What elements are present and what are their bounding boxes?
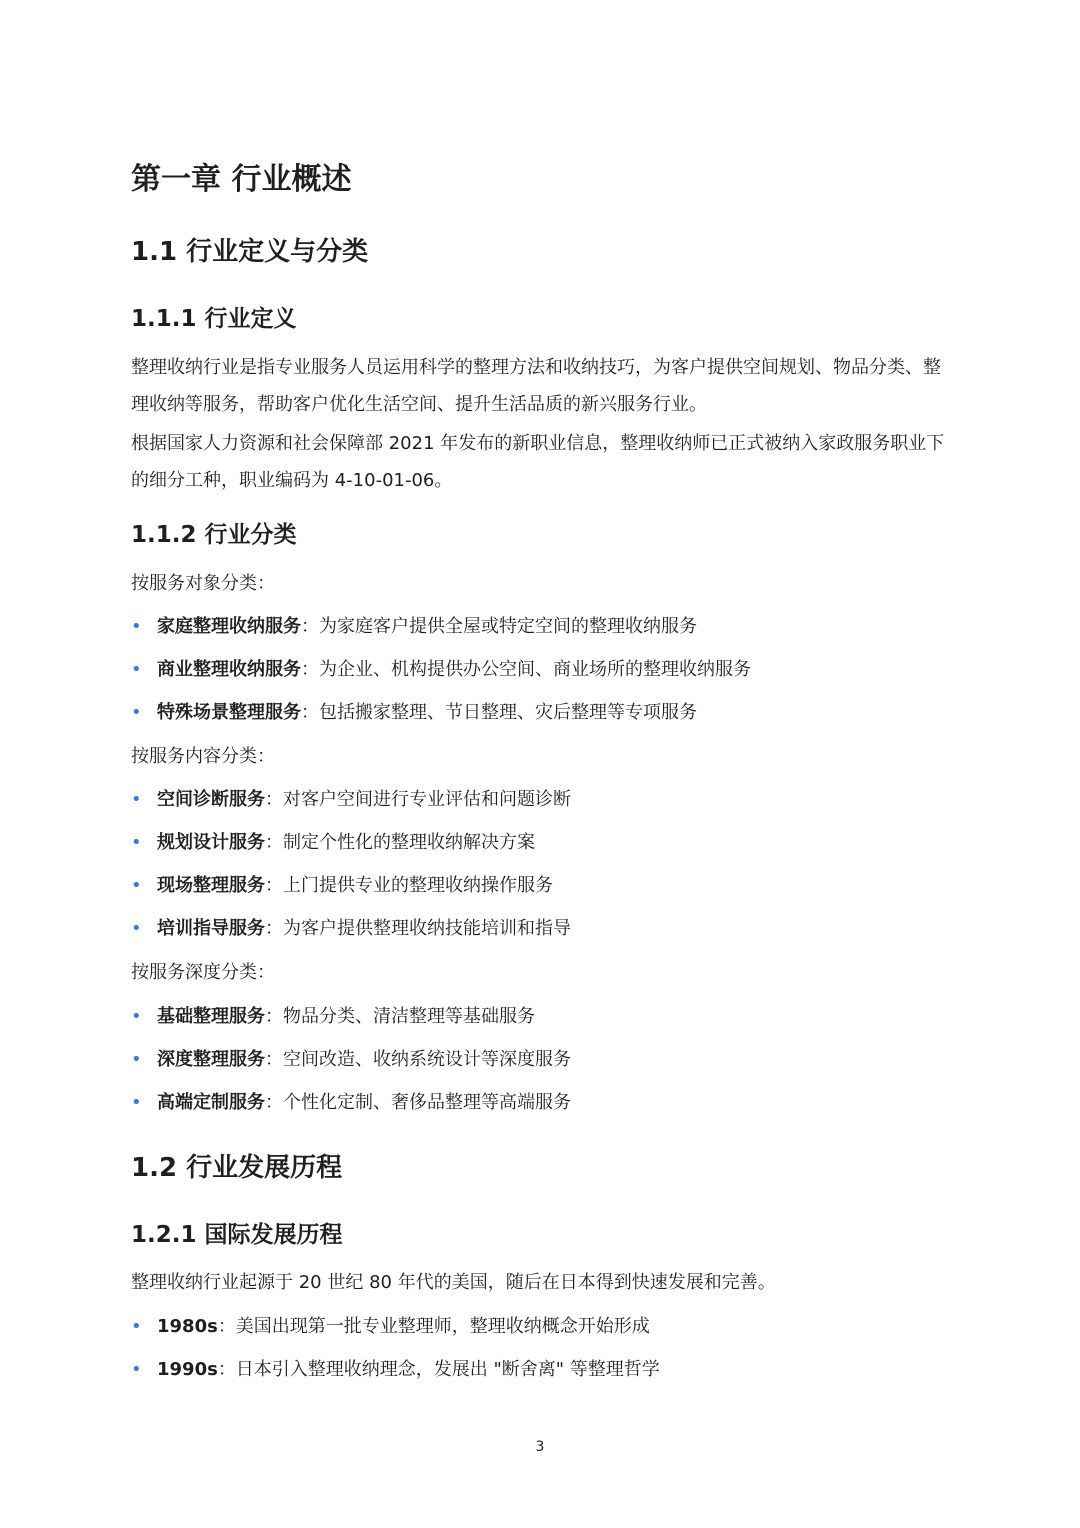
- bullet-icon: •: [131, 1092, 142, 1113]
- list-item-term: 商业整理收纳服务: [157, 659, 301, 680]
- list-item-term: 基础整理服务: [157, 1006, 265, 1027]
- list-item-term: 现场整理服务: [157, 875, 265, 896]
- bullet-icon: •: [131, 832, 142, 853]
- list-item: [131, 872, 951, 915]
- list-by-depth: [131, 1003, 951, 1132]
- bullet-icon: •: [131, 1359, 142, 1380]
- bullet-icon: •: [131, 1006, 142, 1027]
- list-item-term: 家庭整理收纳服务: [157, 616, 301, 637]
- bullet-icon: •: [131, 659, 142, 680]
- list-timeline: [131, 1313, 951, 1399]
- list-item: [131, 613, 951, 656]
- subsection-title-1-1-2: 1.1.2 行业分类: [131, 522, 297, 548]
- list-item: [131, 1089, 951, 1132]
- subsection-title-1-2-1: 1.2.1 国际发展历程: [131, 1222, 343, 1248]
- list-item-desc: ：个性化定制、奢侈品整理等高端服务: [265, 1092, 571, 1113]
- list-by-target: [131, 613, 951, 742]
- list-item-term: 特殊场景整理服务: [157, 702, 301, 723]
- list-item-term: 1980s: [157, 1316, 218, 1337]
- group-label-by-depth: 按服务深度分类：: [131, 962, 275, 983]
- list-item: [131, 829, 951, 872]
- list-item: [131, 1356, 951, 1399]
- section-title-1-2: 1.2 行业发展历程: [131, 1153, 343, 1183]
- paragraph-occupation-code: 根据国家人力资源和社会保障部 2021 年发布的新职业信息，整理收纳师已正式被纳入家政服务职业下的细分工种，职业编码为 4-10-01-06。: [131, 433, 945, 491]
- bullet-icon: •: [131, 1316, 142, 1337]
- bullet-icon: •: [131, 875, 142, 896]
- list-item-desc: ：制定个性化的整理收纳解决方案: [265, 832, 535, 853]
- list-item-desc: ：日本引入整理收纳理念，发展出 "断舍离" 等整理哲学: [217, 1359, 660, 1380]
- list-item: [131, 786, 951, 829]
- chapter-title: 第一章 行业概述: [131, 162, 352, 197]
- list-by-content: [131, 786, 951, 958]
- group-label-by-target: 按服务对象分类：: [131, 573, 275, 594]
- list-item: [131, 656, 951, 699]
- list-item-desc: ：为客户提供整理收纳技能培训和指导: [265, 918, 571, 939]
- list-item: [131, 1313, 951, 1356]
- bullet-icon: •: [131, 1049, 142, 1070]
- bullet-icon: •: [131, 918, 142, 939]
- paragraph-international-origin: 整理收纳行业起源于 20 世纪 80 年代的美国，随后在日本得到快速发展和完善。: [131, 1272, 776, 1293]
- list-item: [131, 915, 951, 958]
- list-item-desc: ：为企业、机构提供办公空间、商业场所的整理收纳服务: [301, 659, 751, 680]
- list-item: [131, 1003, 951, 1046]
- list-item-term: 空间诊断服务: [157, 789, 265, 810]
- list-item-term: 规划设计服务: [157, 832, 265, 853]
- bullet-icon: •: [131, 789, 142, 810]
- list-item-desc: ：为家庭客户提供全屋或特定空间的整理收纳服务: [301, 616, 697, 637]
- list-item-desc: ：包括搬家整理、节日整理、灾后整理等专项服务: [301, 702, 697, 723]
- bullet-icon: •: [131, 616, 142, 637]
- group-label-by-content: 按服务内容分类：: [131, 746, 275, 767]
- subsection-title-1-1-1: 1.1.1 行业定义: [131, 306, 297, 332]
- list-item-desc: ：空间改造、收纳系统设计等深度服务: [265, 1049, 571, 1070]
- list-item-term: 培训指导服务: [157, 918, 265, 939]
- list-item: [131, 699, 951, 742]
- bullet-icon: •: [131, 702, 142, 723]
- list-item-desc: ：美国出现第一批专业整理师，整理收纳概念开始形成: [217, 1316, 650, 1337]
- list-item-desc: ：上门提供专业的整理收纳操作服务: [265, 875, 553, 896]
- list-item-desc: ：对客户空间进行专业评估和问题诊断: [265, 789, 571, 810]
- list-item-term: 深度整理服务: [157, 1049, 265, 1070]
- list-item-desc: ：物品分类、清洁整理等基础服务: [265, 1006, 535, 1027]
- section-title-1-1: 1.1 行业定义与分类: [131, 237, 369, 267]
- page-number: 3: [535, 1439, 545, 1455]
- list-item-term: 1990s: [157, 1359, 218, 1380]
- paragraph-definition: 整理收纳行业是指专业服务人员运用科学的整理方法和收纳技巧，为客户提供空间规划、物品分类、整理收纳等服务，帮助客户优化生活空间、提升生活品质的新兴服务行业。: [131, 357, 941, 415]
- list-item: [131, 1046, 951, 1089]
- list-item-term: 高端定制服务: [157, 1092, 265, 1113]
